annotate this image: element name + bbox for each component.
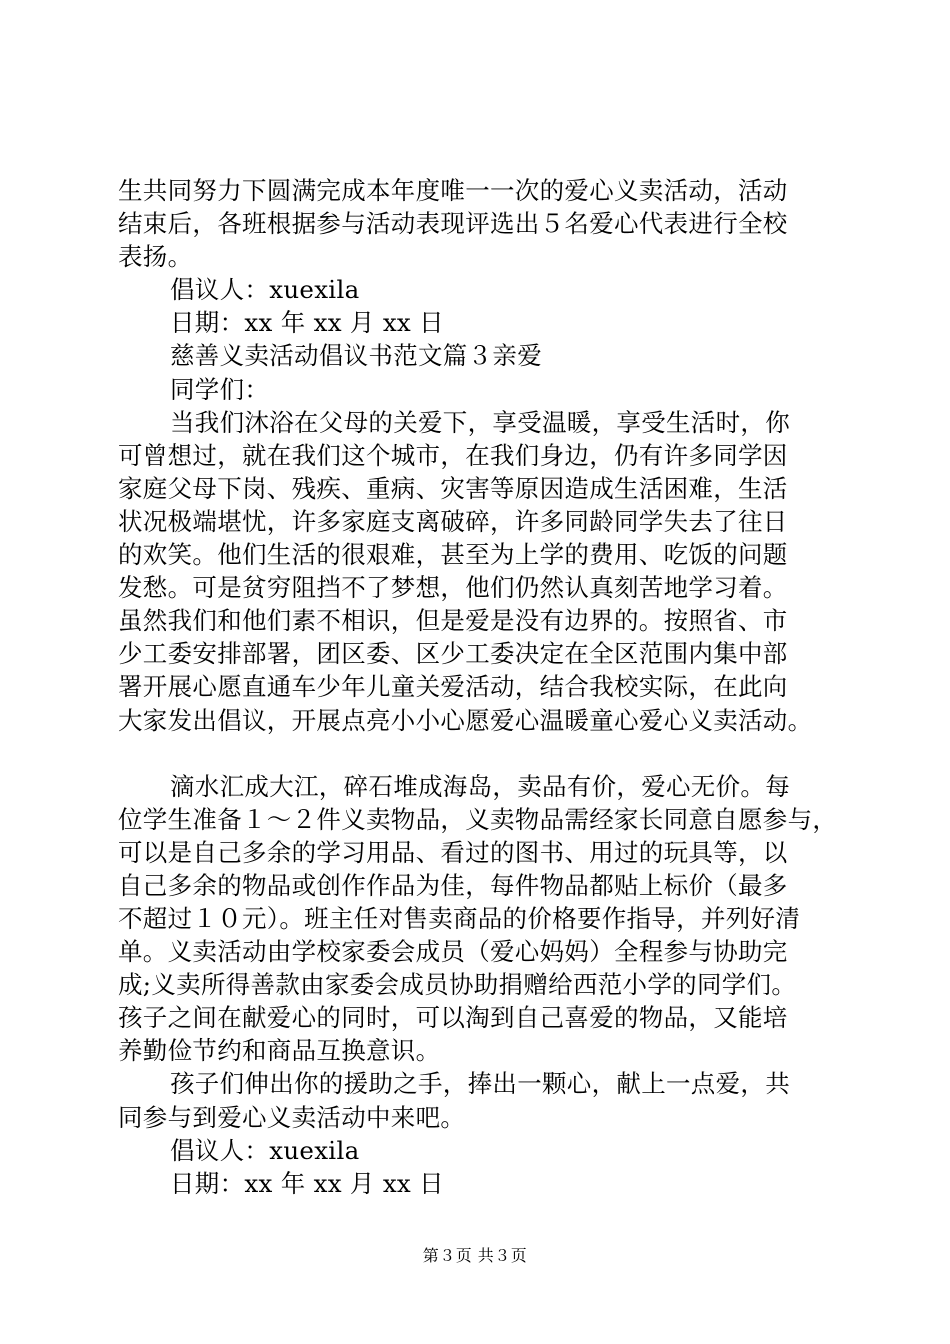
paragraph-line: 自己多余的物品或创作作品为佳，每件物品都贴上标价（最多 [118, 870, 788, 900]
paragraph-line: 生共同努力下圆满完成本年度唯一一次的爱心义卖活动，活动 [118, 176, 788, 205]
date-line: 日期：xx 年 xx 月 xx 日 [170, 308, 444, 338]
document-body [118, 174, 838, 1200]
proposer-line: 倡议人：xuexila [170, 275, 360, 305]
paragraph-line: 孩子们伸出你的援助之手，捧出一颗心，献上一点爱，共 [170, 1069, 790, 1099]
paragraph-line: 家庭父母下岗、残疾、重病、灾害等原因造成生活困难，生活 [118, 473, 788, 503]
paragraph-gap [118, 737, 838, 770]
paragraph-line: 不超过１０元）。班主任对售卖商品的价格要作指导，并列好清 [118, 903, 801, 933]
paragraph-line: 状况极端堪忧，许多家庭支离破碎，许多同龄同学失去了往日 [118, 506, 788, 536]
greeting-line: 同学们： [170, 374, 270, 404]
date-line: 日期：xx 年 xx 月 xx 日 [170, 1168, 444, 1198]
paragraph-line: 少工委安排部署，团区委、区少工委决定在全区范围内集中部 [118, 639, 788, 669]
paragraph-line: 可以是自己多余的学习用品、看过的图书、用过的玩具等，以 [118, 837, 788, 867]
paragraph-line: 同参与到爱心义卖活动中来吧。 [118, 1102, 466, 1132]
paragraph-line: 成;义卖所得善款由家委会成员协助捐赠给西范小学的同学们。 [118, 970, 797, 1000]
paragraph-line: 可曾想过，就在我们这个城市，在我们身边，仍有许多同学因 [118, 440, 788, 470]
paragraph-line: 位学生准备１～２件义卖物品，义卖物品需经家长同意自愿参与， [118, 804, 838, 834]
paragraph-line: 的欢笑。他们生活的很艰难，甚至为上学的费用、吃饭的问题 [118, 540, 788, 570]
paragraph-line: 当我们沐浴在父母的关爱下，享受温暖，享受生活时，你 [170, 407, 790, 437]
paragraph-line: 养勤俭节约和商品互换意识。 [118, 1036, 441, 1066]
paragraph-line: 虽然我们和他们素不相识，但是爱是没有边界的。按照省、市 [118, 606, 788, 636]
paragraph-line: 孩子之间在献爱心的同时，可以淘到自己喜爱的物品，又能培 [118, 1003, 788, 1033]
paragraph-line: 大家发出倡议，开展点亮小小心愿爱心温暖童心爱心义卖活动。 [118, 705, 813, 735]
paragraph-line: 滴水汇成大江，碎石堆成海岛，卖品有价，爱心无价。每 [170, 771, 790, 801]
paragraph-line: 表扬。 [118, 242, 193, 272]
paragraph-line: 署开展心愿直通车少年儿童关爱活动，结合我校实际，在此向 [118, 672, 788, 702]
paragraph-line: 发愁。可是贫穷阻挡不了梦想，他们仍然认真刻苦地学习着。 [118, 573, 788, 603]
paragraph-line: 单。义卖活动由学校家委会成员（爱心妈妈）全程参与协助完 [118, 937, 788, 967]
page-footer: 第３页 共３页 [422, 1246, 528, 1265]
proposer-line: 倡议人：xuexila [170, 1135, 360, 1165]
section-heading: 慈善义卖活动倡议书范文篇３亲爱 [170, 341, 542, 371]
paragraph-line: 结束后，各班根据参与活动表现评选出５名爱心代表进行全校 [118, 209, 788, 239]
